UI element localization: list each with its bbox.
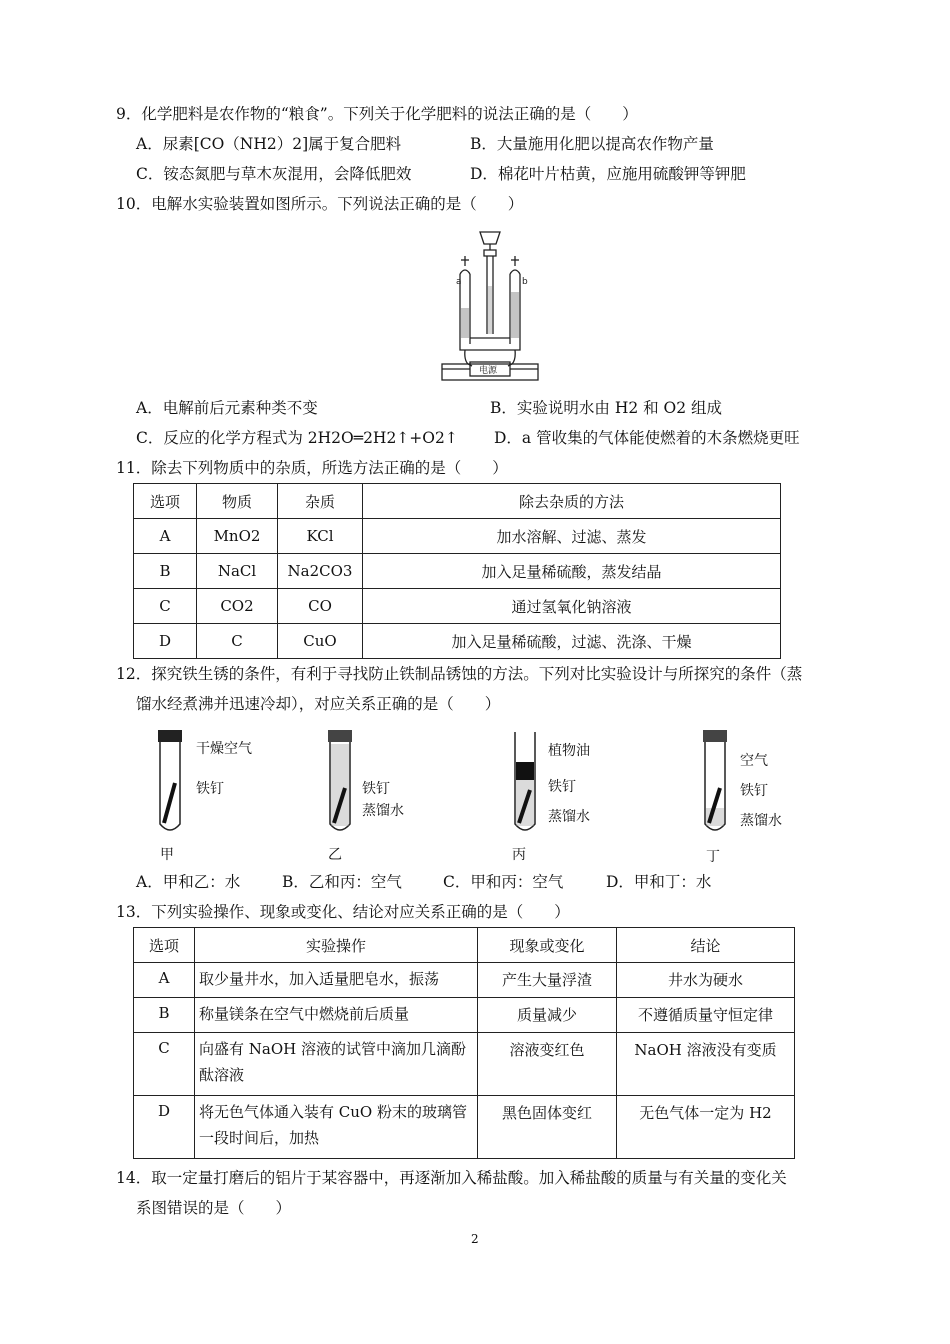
table-cell: 加入足量稀硫酸，蒸发结晶: [363, 554, 781, 589]
tube-bing-label-1: 植物油: [548, 743, 590, 759]
q12-option-d: D．甲和丁：水: [606, 873, 712, 891]
table-cell: 黑色固体变红: [478, 1096, 617, 1159]
tube-ding-figure: [695, 728, 735, 838]
q12-stem-line2: 馏水经煮沸并迅速冷却），对应关系正确的是（ ）: [136, 695, 501, 713]
table-cell: 加水溶解、过滤、蒸发: [363, 519, 781, 554]
tube-jia-figure: [150, 728, 190, 838]
tube-ding-name: 丁: [706, 849, 720, 865]
q11-table: [133, 483, 781, 659]
q10-stem: 10．电解水实验装置如图所示。下列说法正确的是（ ）: [116, 195, 524, 213]
table-cell: 向盛有 NaOH 溶液的试管中滴加几滴酚酞溶液: [195, 1033, 478, 1096]
tube-jia-label-1: 干燥空气: [196, 741, 252, 757]
tube-bing-label-3: 蒸馏水: [548, 809, 590, 825]
q12-stem-line1: 12．探究铁生锈的条件，有利于寻找防止铁制品锈蚀的方法。下列对比实验设计与所探究的条件（蒸: [116, 665, 803, 683]
svg-text:a: a: [456, 277, 462, 287]
table-cell: 质量减少: [478, 998, 617, 1033]
table-cell: A: [134, 963, 195, 998]
tube-jia-name: 甲: [160, 847, 174, 863]
tube-ding-label-1: 空气: [740, 753, 768, 769]
table-cell: CO2: [197, 589, 278, 624]
tube-ding-label-3: 蒸馏水: [740, 813, 782, 829]
table-cell: NaOH 溶液没有变质: [617, 1033, 795, 1096]
q10-option-c: C．反应的化学方程式为 2H2O═2H2↑+O2↑: [136, 429, 458, 447]
table-cell: C: [134, 589, 197, 624]
table-cell: CO: [278, 589, 363, 624]
q11-header-impurity: 杂质: [278, 484, 363, 519]
tube-jia-label-2: 铁钉: [196, 781, 224, 797]
table-row: [134, 519, 781, 554]
q9-option-a: A．尿素[CO（NH2）2]属于复合肥料: [136, 135, 402, 153]
q10-option-b: B．实验说明水由 H2 和 O2 组成: [490, 399, 723, 417]
table-cell: 通过氢氧化钠溶液: [363, 589, 781, 624]
tube-yi-label-1: 铁钉: [362, 781, 390, 797]
q14-stem-line1: 14．取一定量打磨后的铝片于某容器中，再逐渐加入稀盐酸。加入稀盐酸的质量与有关量的变化关: [116, 1169, 787, 1187]
electrolysis-apparatus-figure: [440, 226, 540, 384]
table-cell: 井水为硬水: [617, 963, 795, 998]
table-cell: 取少量井水，加入适量肥皂水，振荡: [195, 963, 478, 998]
q13-stem: 13．下列实验操作、现象或变化、结论对应关系正确的是（ ）: [116, 903, 570, 921]
q11-header-option: 选项: [134, 484, 197, 519]
table-cell: A: [134, 519, 197, 554]
q13-table: [133, 927, 795, 1159]
q9-option-c: C．铵态氮肥与草木灰混用，会降低肥效: [136, 165, 412, 183]
q13-header-conclusion: 结论: [617, 928, 795, 963]
tube-yi-name: 乙: [328, 847, 342, 863]
q12-option-a: A．甲和乙：水: [136, 873, 241, 891]
tube-yi-label-2: 蒸馏水: [362, 803, 404, 819]
table-cell: B: [134, 998, 195, 1033]
table-cell: 不遵循质量守恒定律: [617, 998, 795, 1033]
q9-option-d: D．棉花叶片枯黄，应施用硫酸钾等钾肥: [470, 165, 746, 183]
q10-option-a: A．电解前后元素种类不变: [136, 399, 318, 417]
table-cell: 称量镁条在空气中燃烧前后质量: [195, 998, 478, 1033]
tube-yi-figure: [320, 728, 360, 838]
q9-stem: 9．化学肥料是农作物的“粮食”。下列关于化学肥料的说法正确的是（ ）: [116, 105, 638, 123]
table-cell: 溶液变红色: [478, 1033, 617, 1096]
tube-bing-label-2: 铁钉: [548, 779, 576, 795]
tube-ding-label-2: 铁钉: [740, 783, 768, 799]
q10-option-d: D．a 管收集的气体能使燃着的木条燃烧更旺: [494, 429, 800, 447]
power-source-label: 电源: [479, 366, 498, 376]
table-row: [134, 1096, 795, 1159]
table-row: [134, 554, 781, 589]
table-cell: CuO: [278, 624, 363, 659]
table-row: [134, 1033, 795, 1096]
q12-option-c: C．甲和丙：空气: [443, 873, 564, 891]
tube-bing-name: 丙: [512, 847, 526, 863]
q11-stem: 11．除去下列物质中的杂质，所选方法正确的是（ ）: [116, 459, 508, 477]
table-cell: B: [134, 554, 197, 589]
table-cell: Na2CO3: [278, 554, 363, 589]
table-cell: D: [134, 1096, 195, 1159]
tube-bing-figure: [505, 728, 545, 838]
q11-header-substance: 物质: [197, 484, 278, 519]
table-cell: 将无色气体通入装有 CuO 粉末的玻璃管一段时间后，加热: [195, 1096, 478, 1159]
table-cell: C: [134, 1033, 195, 1096]
q9-option-b: B．大量施用化肥以提高农作物产量: [470, 135, 714, 153]
page-number: 2: [471, 1232, 479, 1246]
table-cell: 产生大量浮渣: [478, 963, 617, 998]
q14-stem-line2: 系图错误的是（ ）: [136, 1199, 292, 1217]
q13-header-phenomenon: 现象或变化: [478, 928, 617, 963]
table-row: [134, 624, 781, 659]
q12-option-b: B．乙和丙：空气: [282, 873, 402, 891]
svg-text:b: b: [522, 277, 528, 287]
table-cell: 加入足量稀硫酸，过滤、洗涤、干燥: [363, 624, 781, 659]
table-row: [134, 998, 795, 1033]
table-cell: MnO2: [197, 519, 278, 554]
table-row: [134, 963, 795, 998]
table-cell: NaCl: [197, 554, 278, 589]
q13-header-operation: 实验操作: [195, 928, 478, 963]
table-row: [134, 589, 781, 624]
q13-header-option: 选项: [134, 928, 195, 963]
table-cell: KCl: [278, 519, 363, 554]
table-cell: 无色气体一定为 H2: [617, 1096, 795, 1159]
table-cell: C: [197, 624, 278, 659]
q11-header-method: 除去杂质的方法: [363, 484, 781, 519]
table-cell: D: [134, 624, 197, 659]
